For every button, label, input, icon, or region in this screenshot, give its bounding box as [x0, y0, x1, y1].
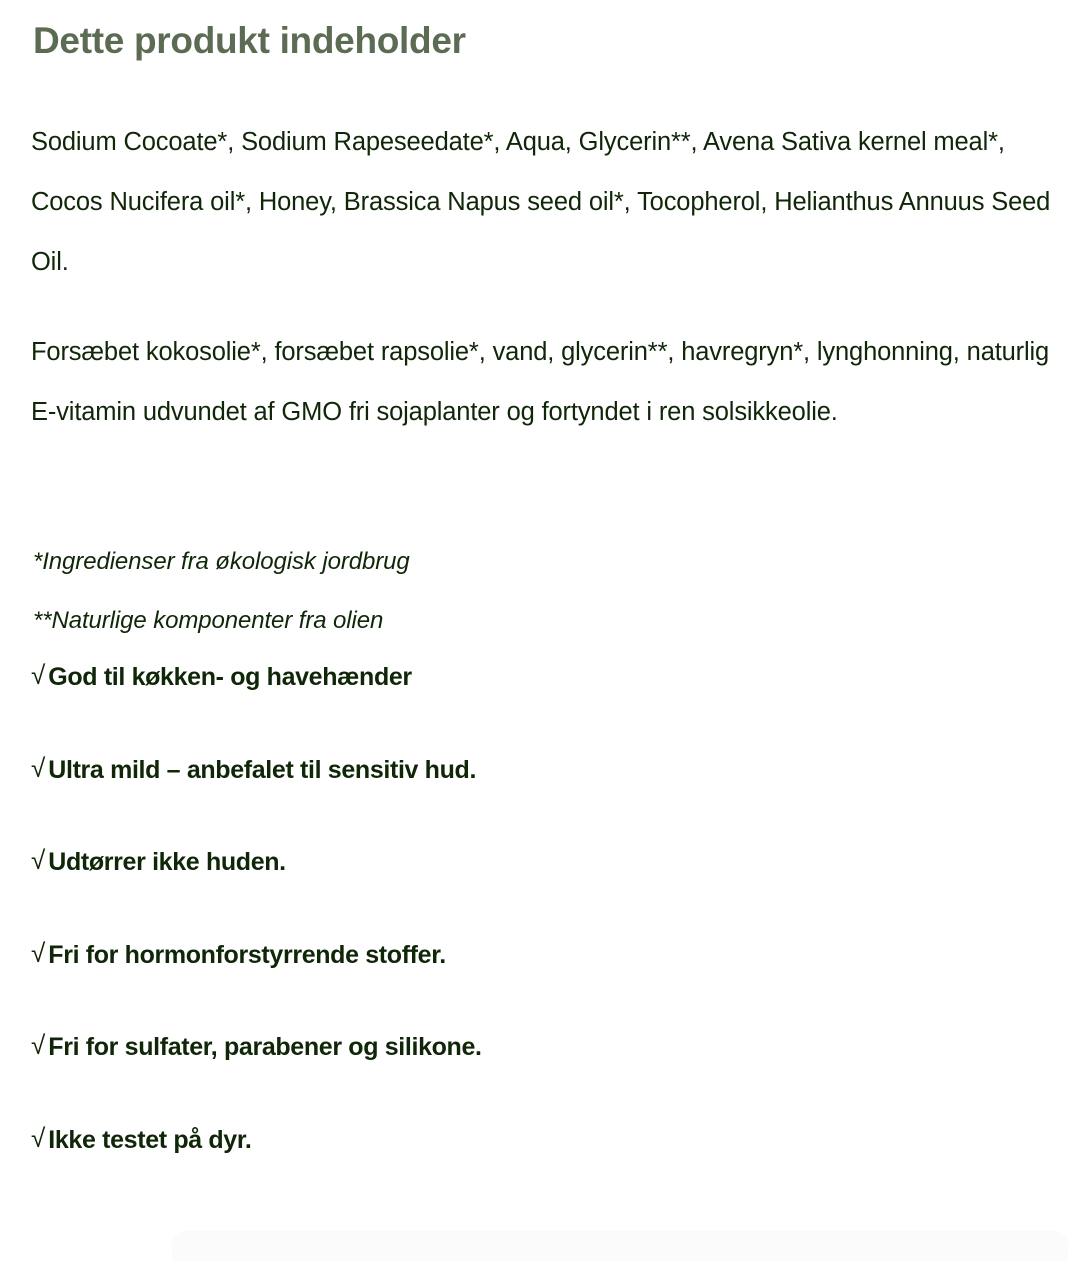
page-title: Dette produkt indeholder	[33, 20, 466, 61]
check-icon: √	[31, 660, 46, 690]
footnote-natural: **Naturlige komponenter fra olien	[33, 607, 384, 634]
check-icon: √	[31, 1122, 46, 1153]
footnote-organic: *Ingredienser fra økologisk jordbrug	[33, 548, 410, 575]
benefit-label: Fri for sulfater, parabener og silikone.	[48, 1033, 482, 1061]
list-item	[31, 752, 1031, 849]
benefit-label: Fri for hormonforstyrrende stoffer.	[48, 940, 446, 969]
check-icon: √	[31, 1030, 46, 1060]
list-item	[31, 845, 1031, 941]
benefits-list	[31, 660, 1031, 1218]
benefit-label: God til køkken- og havehænder	[48, 663, 412, 691]
benefit-label: Ultra mild – anbefalet til sensitiv hud.	[48, 755, 477, 784]
check-icon: √	[31, 752, 46, 783]
benefit-label: Ikke testet på dyr.	[48, 1125, 252, 1154]
check-icon: √	[31, 845, 46, 875]
ingredients-danish-paragraph: Forsæbet kokosolie*, forsæbet rapsolie*, vand, glycerin**, havregryn*, lynghonning, naturlig E-vitamin udvundet af GMO fri sojaplanter og fortyndet i ren solsikkeolie.	[31, 337, 1050, 426]
list-item	[31, 937, 1031, 1034]
check-icon: √	[31, 937, 46, 968]
benefit-label: Udtørrer ikke huden.	[48, 848, 286, 876]
ingredients-latin-paragraph: Sodium Cocoate*, Sodium Rapeseedate*, Aqua, Glycerin**, Avena Sativa kernel meal*, Cocos Nucifera oil*, Honey, Brassica Napus seed oil*, Tocopherol, Helianthus Annuus Seed Oil.	[31, 127, 1051, 276]
list-item	[31, 1030, 1031, 1126]
list-item	[31, 660, 1031, 756]
list-item	[31, 1122, 1031, 1219]
